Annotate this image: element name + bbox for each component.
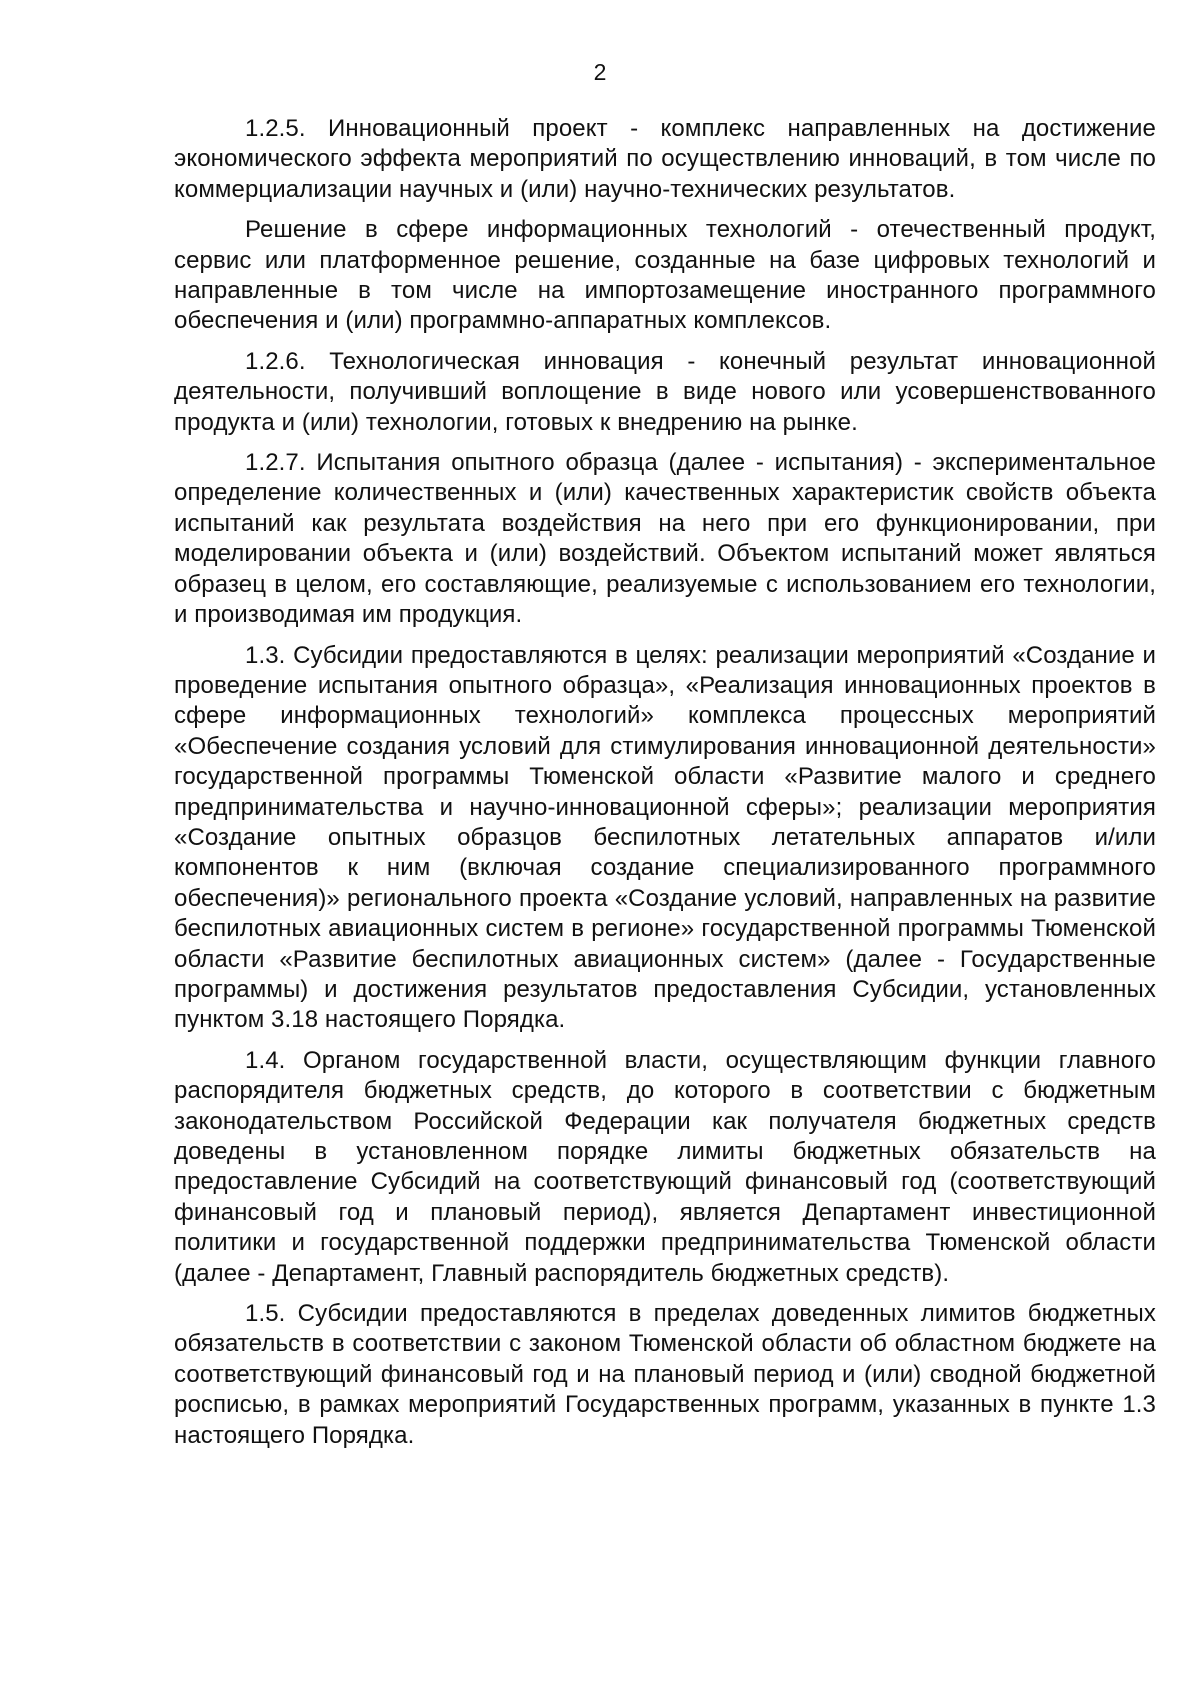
paragraph-it-solution-definition: Решение в сфере информационных технологий - отечественный продукт, сервис или платформенное решение, созданные на базе цифровых технологий и направленные в том числе на импортозамещение иностранного программного обеспечения и (или) программно-аппаратных комплексов. — [174, 216, 1156, 335]
page-number: 2 — [593, 59, 607, 85]
paragraph-1-3: 1.3. Субсидии предоставляются в целях: реализации мероприятий «Создание и проведение испытания опытного образца», «Реализация инновационных проектов в сфере информационных технологий» комплекса процессных мероприятий «Обеспечение создания условий для стимулирования инновационной деятельности» государственной программы Тюменской области «Развитие малого и среднего предпринимательства и научно-инновационной сферы»; реализации мероприятия «Создание опытных образцов беспилотных летательных аппаратов и/или компонентов к ним (включая создание специализированного программного обеспечения)» регионального проекта «Создание условий, направленных на развитие беспилотных авиационных систем в регионе» государственной программы Тюменской области «Развитие беспилотных авиационных систем» (далее - Государственные программы) и достижения результатов предоставления Субсидии, установленных пунктом 3.18 настоящего Порядка. — [174, 641, 1156, 1034]
paragraph-1-2-6: 1.2.6. Технологическая инновация - конечный результат инновационной деятельности, получивший воплощение в виде нового или усовершенствованного продукта и (или) технологии, готовых к внедрению на рынке. — [174, 347, 1156, 436]
paragraph-1-2-5: 1.2.5. Инновационный проект - комплекс направленных на достижение экономического эффекта мероприятий по осуществлению инноваций, в том числе по коммерциализации научных и (или) научно-технических результатов. — [174, 115, 1156, 203]
document-body — [174, 114, 1156, 1461]
paragraph-1-2-7: 1.2.7. Испытания опытного образца (далее - испытания) - экспериментальное определение количественных и (или) качественных характеристик свойств объекта испытаний как результата воздействия на него при его функционировании, при моделировании объекта и (или) воздействий. Объектом испытаний может являться образец в целом, его составляющие, реализуемые с использованием его технологии, и производимая им продукция. — [174, 449, 1156, 629]
paragraph-1-5: 1.5. Субсидии предоставляются в пределах доведенных лимитов бюджетных обязательств в соответствии с законом Тюменской области об областном бюджете на соответствующий финансовый год и на плановый период и (или) сводной бюджетной росписью, в рамках мероприятий Государственных программ, указанных в пункте 1.3 настоящего Порядка. — [174, 1300, 1156, 1449]
paragraph-1-4: 1.4. Органом государственной власти, осуществляющим функции главного распорядителя бюджетных средств, до которого в соответствии с бюджетным законодательством Российской Федерации как получателя бюджетных средств доведены в установленном порядке лимиты бюджетных обязательств на предоставление Субсидий на соответствующий финансовый год (соответствующий финансовый год и плановый период), является Департамент инвестиционной политики и государственной поддержки предпринимательства Тюменской области (далее - Департамент, Главный распорядитель бюджетных средств). — [174, 1046, 1156, 1287]
